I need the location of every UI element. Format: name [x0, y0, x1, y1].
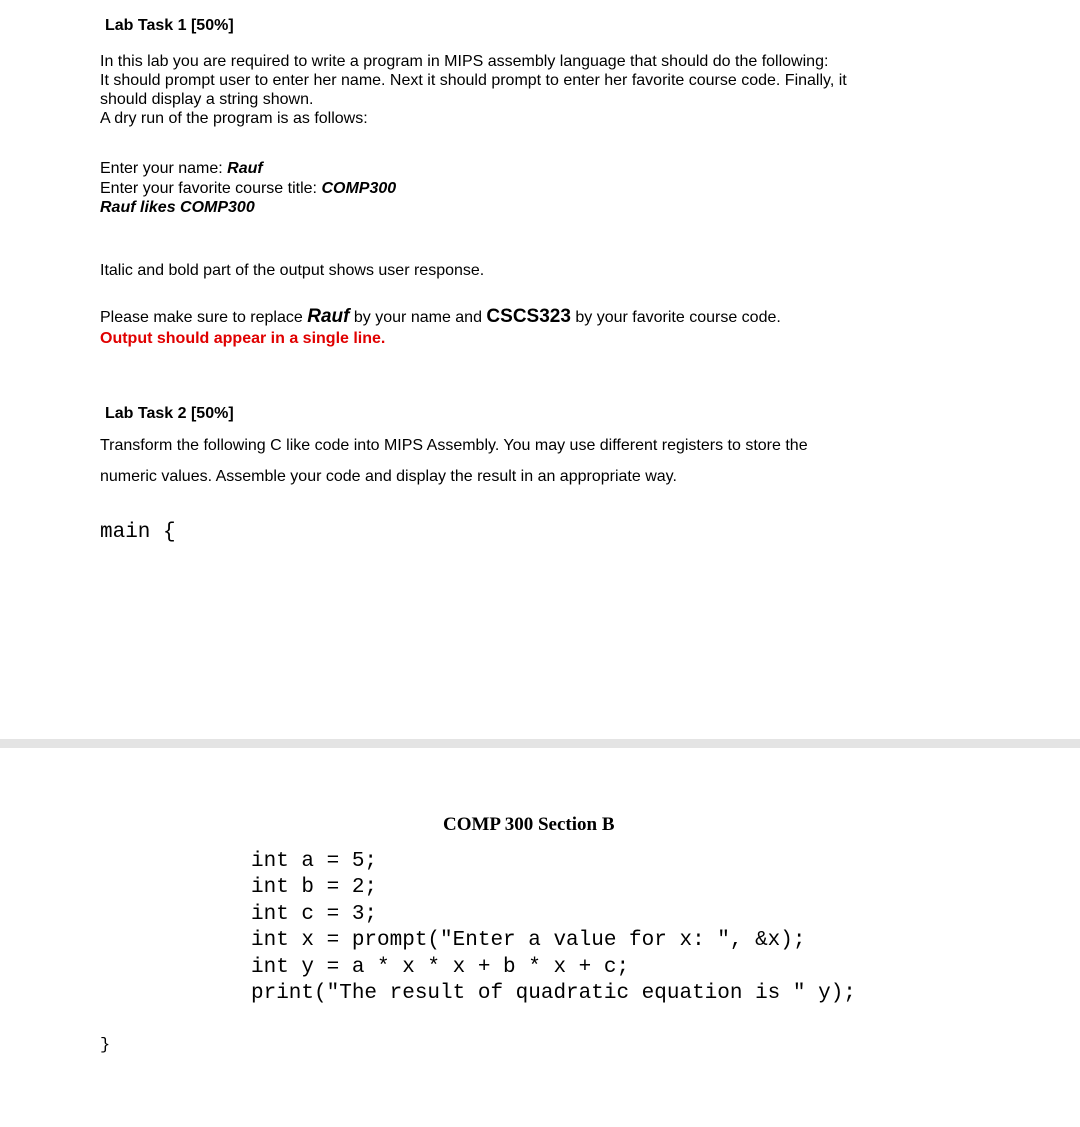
replace-course-code: CSCS323	[486, 306, 571, 327]
code-line: print("The result of quadratic equation is " y);	[251, 982, 856, 1005]
task1-note: Italic and bold part of the output shows user response.	[100, 262, 485, 279]
dry-run-prompt-course: Enter your favorite course title:	[100, 180, 322, 197]
task1-intro-line-4: A dry run of the program is as follows:	[100, 110, 368, 127]
replace-text-middle: by your name and	[349, 309, 487, 326]
dry-run-output: Rauf likes COMP300	[100, 199, 255, 216]
page-header: COMP 300 Section B	[443, 814, 615, 835]
replace-text-start: Please make sure to replace	[100, 309, 308, 326]
task2-heading: Lab Task 2 [50%]	[105, 405, 234, 422]
code-main-open: main {	[100, 521, 176, 544]
task1-intro-line-1: In this lab you are required to write a program in MIPS assembly language that should do the following:	[100, 53, 829, 70]
task1-warning: Output should appear in a single line.	[100, 330, 386, 347]
replace-name: Rauf	[307, 306, 350, 327]
dry-run-course-value: COMP300	[321, 180, 397, 197]
code-line: int c = 3;	[251, 903, 378, 926]
page-divider	[0, 739, 1080, 748]
replace-text-end: by your favorite course code.	[570, 309, 781, 326]
code-line: int y = a * x * x + b * x + c;	[251, 956, 630, 979]
dry-run-prompt-name: Enter your name:	[100, 160, 228, 177]
task2-desc-line-1: Transform the following C like code into MIPS Assembly. You may use different registers to store the	[100, 437, 808, 454]
dry-run-line-1	[100, 160, 263, 178]
dry-run-line-2	[100, 180, 396, 198]
code-main-close: }	[100, 1036, 111, 1055]
code-line: int b = 2;	[251, 876, 378, 899]
task1-heading: Lab Task 1 [50%]	[105, 17, 234, 34]
task1-replace-instruction	[100, 308, 781, 327]
task2-desc-line-2: numeric values. Assemble your code and display the result in an appropriate way.	[100, 468, 677, 485]
dry-run-name-value: Rauf	[227, 160, 263, 177]
task1-intro-line-3: should display a string shown.	[100, 91, 314, 108]
task1-intro-line-2: It should prompt user to enter her name. Next it should prompt to enter her favorite course code. Finally, it	[100, 72, 847, 89]
code-line: int x = prompt("Enter a value for x: ", &x);	[251, 929, 806, 952]
code-line: int a = 5;	[251, 850, 378, 873]
